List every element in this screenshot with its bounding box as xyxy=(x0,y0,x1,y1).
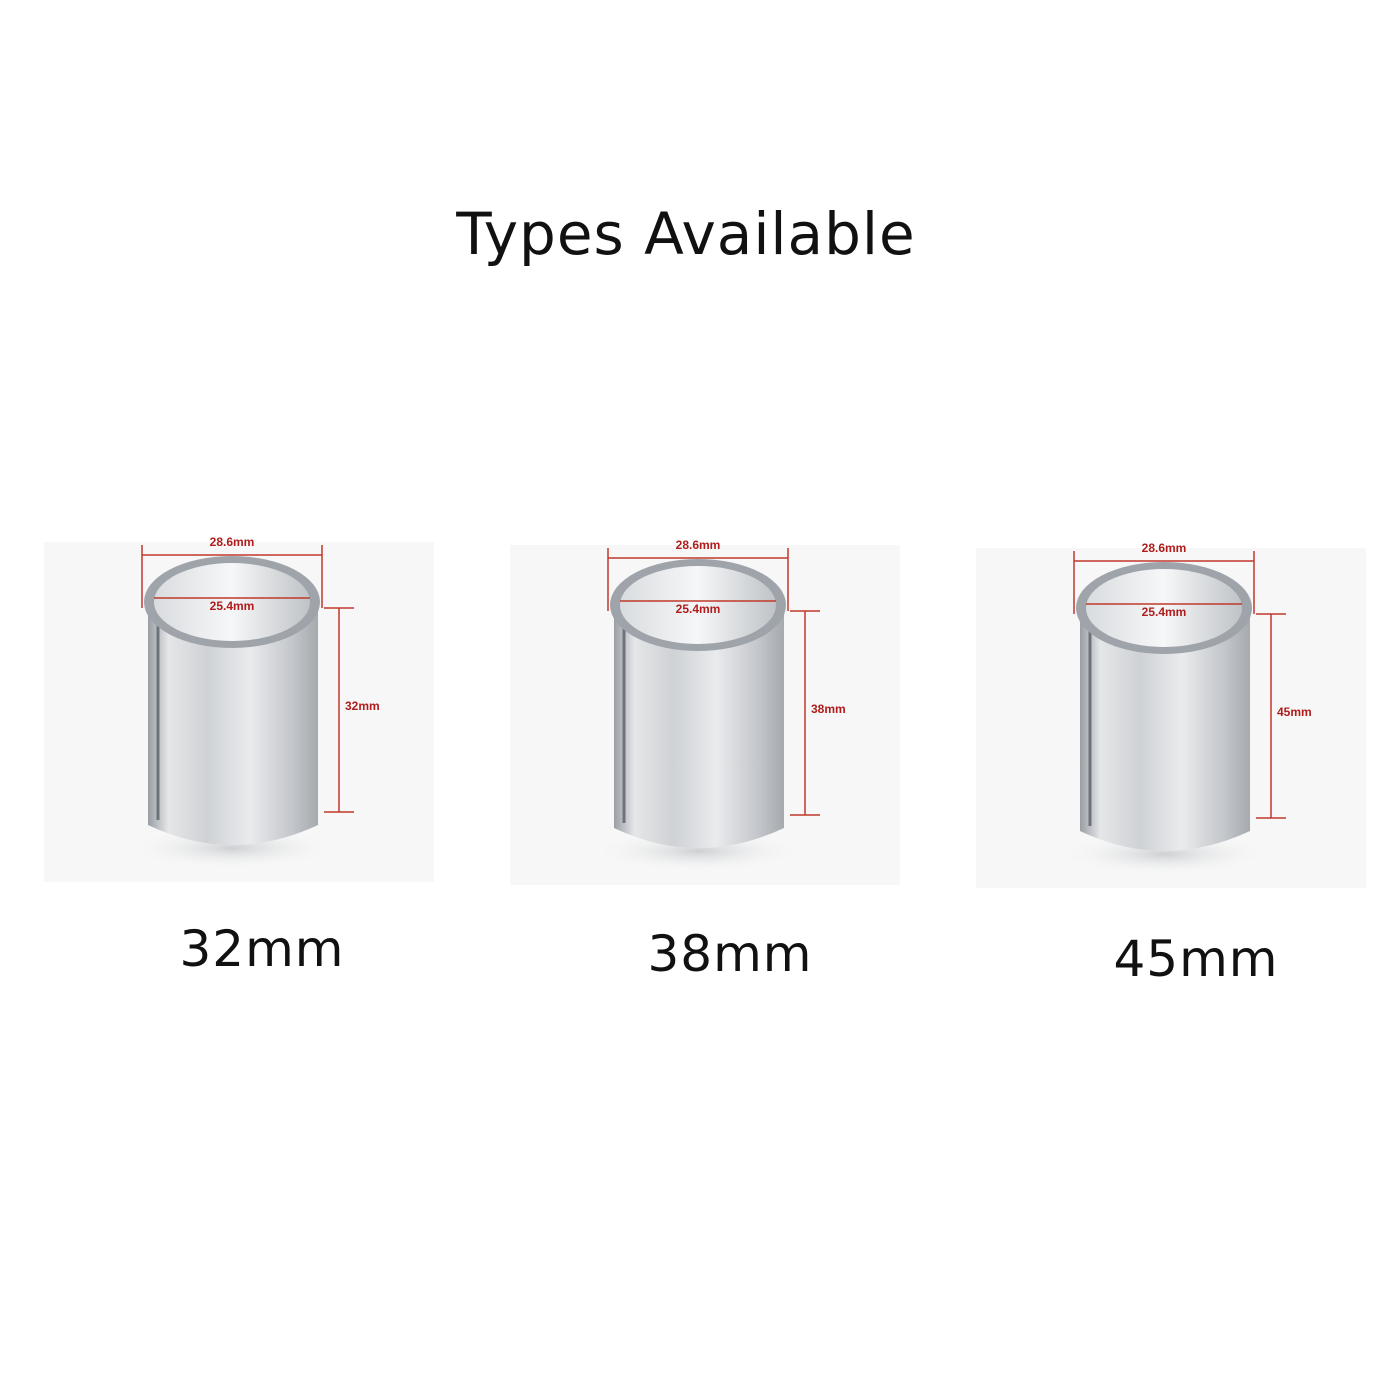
sleeve-image xyxy=(508,533,928,893)
outer-diameter-label: 28.6mm xyxy=(675,538,721,552)
inner-diameter-label: 25.4mm xyxy=(1141,605,1187,619)
sleeve-image xyxy=(42,530,462,890)
page-title: Types Available xyxy=(456,200,916,268)
length-label: 45mm xyxy=(1277,705,1312,719)
outer-diameter-label: 28.6mm xyxy=(1141,541,1187,555)
inner-diameter-label: 25.4mm xyxy=(209,599,255,613)
product-card xyxy=(508,533,928,1013)
length-label: 32mm xyxy=(345,699,380,713)
length-label: 38mm xyxy=(811,702,846,716)
size-label: 38mm xyxy=(647,925,813,983)
sleeve-image xyxy=(974,536,1394,896)
size-label: 45mm xyxy=(1113,930,1279,988)
outer-diameter-label: 28.6mm xyxy=(209,535,255,549)
inner-diameter-label: 25.4mm xyxy=(675,602,721,616)
size-label: 32mm xyxy=(179,920,345,978)
product-card xyxy=(974,536,1394,1016)
product-card xyxy=(42,530,462,1010)
